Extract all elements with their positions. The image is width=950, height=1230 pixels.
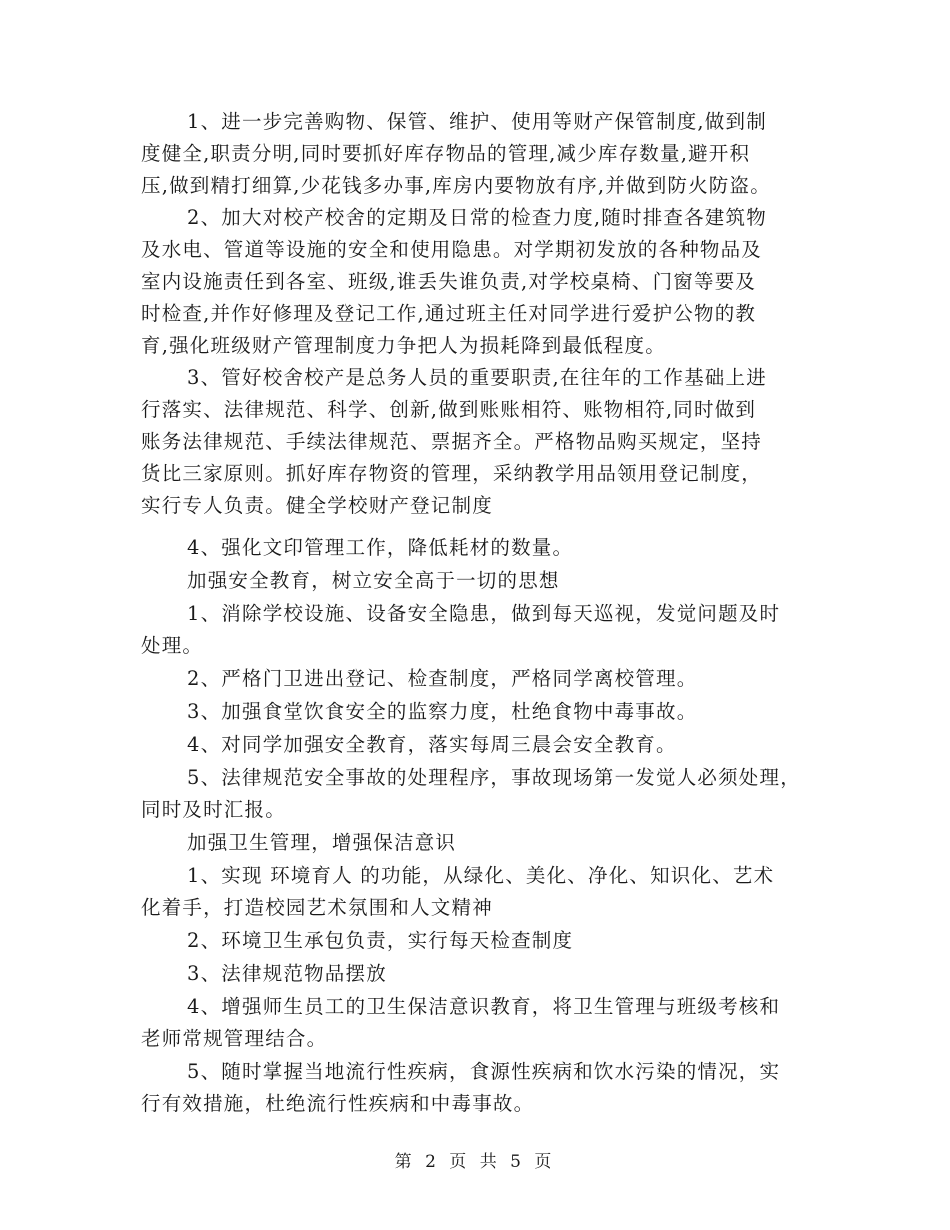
text-line: 1、进一步完善购物、保管、维护、使用等财产保管制度,做到制 bbox=[187, 110, 767, 133]
text-line: 货比三家原则。抓好库存物资的管理，采纳教学用品领用登记制度， bbox=[141, 462, 763, 485]
text-line: 行落实、法律规范、科学、创新,做到账账相符、账物相符,同时做到 bbox=[141, 398, 757, 421]
text-line: 压,做到精打细算,少花钱多办事,库房内要物放有序,并做到防火防盗。 bbox=[141, 174, 771, 197]
text-line: 4、强化文印管理工作，降低耗材的数量。 bbox=[187, 536, 574, 559]
text-line: 育,强化班级财产管理制度力争把人为损耗降到最低程度。 bbox=[141, 334, 666, 357]
text-line: 化着手，打造校园艺术氛围和人文精神 bbox=[141, 896, 493, 919]
text-line: 行有效措施，杜绝流行性疾病和中毒事故。 bbox=[141, 1092, 535, 1115]
text-line: 3、法律规范物品摆放 bbox=[187, 962, 387, 985]
text-line: 3、管好校舍校产是总务人员的重要职责,在往年的工作基础上进 bbox=[187, 366, 767, 389]
text-line: 5、随时掌握当地流行性疾病，食源性疾病和饮水污染的情况，实 bbox=[187, 1060, 781, 1083]
page-number-footer: 第 2 页 共 5 页 bbox=[394, 1152, 556, 1172]
text-line: 1、实现 环境育人 的功能，从绿化、美化、净化、知识化、艺术 bbox=[187, 864, 775, 887]
text-line: 2、加大对校产校舍的定期及日常的检查力度,随时排查各建筑物 bbox=[187, 206, 767, 229]
text-line: 5、法律规范安全事故的处理程序，事故现场第一发觉人必须处理， bbox=[187, 766, 801, 789]
text-line: 处理。 bbox=[141, 634, 204, 657]
text-line: 度健全,职责分明,同时要抓好库存物品的管理,减少库存数量,避开积 bbox=[141, 142, 751, 165]
text-line: 4、增强师生员工的卫生保洁意识教育，将卫生管理与班级考核和 bbox=[187, 995, 781, 1018]
text-line: 2、环境卫生承包负责，实行每天检查制度 bbox=[187, 929, 574, 952]
text-line: 4、对同学加强安全教育，落实每周三晨会安全教育。 bbox=[187, 733, 677, 756]
text-line: 老师常规管理结合。 bbox=[141, 1027, 328, 1050]
text-line: 2、严格门卫进出登记、检查制度，严格同学离校管理。 bbox=[187, 667, 698, 690]
text-line: 3、加强食堂饮食安全的监察力度，杜绝食物中毒事故。 bbox=[187, 700, 698, 723]
text-line: 时检查,并作好修理及登记工作,通过班主任对同学进行爱护公物的教 bbox=[141, 302, 757, 325]
text-line: 及水电、管道等设施的安全和使用隐患。对学期初发放的各种物品及 bbox=[141, 238, 763, 261]
section-heading: 加强安全教育，树立安全高于一切的思想 bbox=[187, 569, 560, 592]
text-line: 账务法律规范、手续法律规范、票据齐全。严格物品购买规定，坚持 bbox=[141, 430, 763, 453]
text-line: 同时及时汇报。 bbox=[141, 798, 286, 821]
section-heading: 加强卫生管理，增强保洁意识 bbox=[187, 831, 457, 854]
text-line: 实行专人负责。健全学校财产登记制度 bbox=[141, 494, 493, 517]
text-line: 室内设施责任到各室、班级,谁丢失谁负责,对学校桌椅、门窗等要及 bbox=[141, 270, 757, 293]
text-line: 1、消除学校设施、设备安全隐患，做到每天巡视，发觉问题及时 bbox=[187, 602, 781, 625]
